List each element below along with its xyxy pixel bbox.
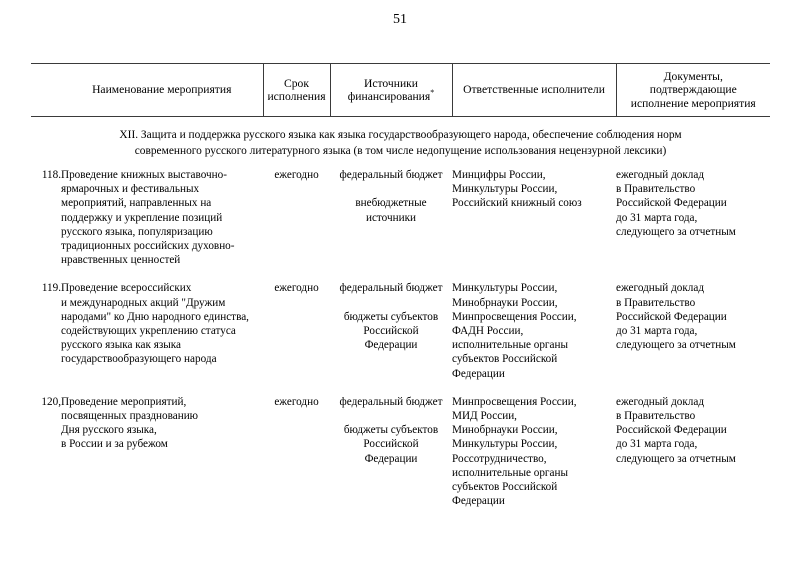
funding-source-line: Федерации: [364, 339, 418, 352]
funding-source-line: федеральный бюджет: [339, 282, 443, 295]
header-cell-documents: [616, 64, 770, 117]
document-line: ежегодный доклад: [616, 282, 705, 295]
row-gap: [31, 267, 770, 281]
measure-name-line: Проведение книжных выставочно-: [61, 169, 227, 181]
row-term: [263, 281, 330, 380]
responsible-line: Минкультуры России,: [452, 438, 558, 451]
responsible-line: Минкультуры России,: [452, 183, 558, 196]
header-documents-line2: подтверждающие: [649, 83, 737, 97]
document-line: до 31 марта года,: [616, 325, 698, 338]
row-number: 119.: [41, 282, 61, 295]
funding-source-line: Федерации: [364, 452, 418, 465]
header-documents-line3: исполнение мероприятия: [630, 96, 756, 110]
responsible-line: Минпросвещения России,: [452, 395, 577, 408]
header-cell-name: Наименование мероприятия: [61, 64, 263, 117]
section-title-line2: современного русского литературного языка (в том числе недопущение использования нецензурной лексики): [134, 144, 667, 157]
header-source-line2: [333, 90, 450, 104]
funding-source-line: федеральный бюджет: [339, 395, 443, 408]
measure-name-line: государствообразующего народа: [61, 353, 217, 366]
responsible-line: Минобрнауки России,: [452, 424, 558, 437]
document-line: следующего за отчетным: [616, 225, 736, 238]
measure-name-line: народами" ко Дню народного единства,: [61, 310, 249, 323]
source-group-gap: [330, 409, 452, 423]
table-row: [31, 168, 770, 267]
document-line: следующего за отчетным: [616, 452, 736, 465]
table-header-row: [31, 64, 770, 117]
measure-name-line: русского языка, популяризацию: [61, 225, 213, 238]
document-line: в Правительство: [616, 183, 696, 196]
row-gap-cell: [31, 267, 770, 281]
measure-name-line: русского языка как языка: [61, 339, 182, 352]
table-body: [31, 168, 770, 508]
document-line: ежегодный доклад: [616, 169, 705, 181]
funding-source-line: федеральный бюджет: [339, 169, 443, 181]
measure-name-line: Проведение мероприятий,: [61, 395, 187, 408]
responsible-line: Минпросвещения России,: [452, 310, 577, 323]
row-measure-name: [61, 395, 263, 509]
section-title-line1: XII. Защита и поддержка русского языка как языка государствообразующего народа, обеспечение соблюдения норм: [119, 129, 682, 141]
measure-name-line: содействующих укреплению статуса: [61, 325, 236, 338]
row-documents: [616, 281, 770, 380]
row-documents: [616, 395, 770, 509]
source-group-gap: [330, 182, 452, 196]
measure-name-line: Проведение всероссийских: [61, 282, 192, 295]
measures-table: [31, 63, 770, 508]
document-line: до 31 марта года,: [616, 438, 698, 451]
header-cell-term: [263, 64, 330, 117]
funding-source-line: бюджеты субъектов: [343, 424, 439, 437]
row-measure-name: [61, 168, 263, 267]
responsible-line: Минкультуры России,: [452, 282, 558, 295]
document-line: Российской Федерации: [616, 310, 727, 323]
document-line: в Правительство: [616, 410, 696, 423]
measure-name-line: в России и за рубежом: [61, 438, 168, 451]
responsible-line: Федерации: [452, 367, 505, 380]
row-number: 118.: [41, 169, 61, 181]
document-line: в Правительство: [616, 296, 696, 309]
responsible-line: ФАДН России,: [452, 325, 524, 338]
header-documents-line1: Документы,: [663, 69, 723, 83]
row-funding-sources: [330, 168, 452, 267]
section-title-row: [31, 117, 770, 169]
header-cell-number: [31, 64, 61, 117]
responsible-line: Федерации: [452, 495, 505, 508]
responsible-line: Россотрудничество,: [452, 452, 547, 465]
source-group-gap: [330, 296, 452, 310]
row-documents: [616, 168, 770, 267]
row-funding-sources: [330, 395, 452, 509]
responsible-line: субъектов Российской: [452, 353, 558, 366]
header-source-line1: Источники: [363, 76, 418, 90]
section-title-cell: [31, 117, 770, 169]
row-number: 120,: [41, 395, 61, 408]
funding-source-line: внебюджетные: [355, 197, 427, 210]
measure-name-line: посвященных празднованию: [61, 410, 199, 423]
funding-source-line: источники: [365, 211, 417, 224]
funding-source-line: бюджеты субъектов: [343, 310, 439, 323]
document-line: до 31 марта года,: [616, 211, 698, 224]
responsible-line: Минобрнауки России,: [452, 296, 558, 309]
responsible-line: Минцифры России,: [452, 169, 546, 181]
measure-name-line: ярмарочных и фестивальных: [61, 183, 200, 196]
measure-name-line: и международных акций "Дружим: [61, 296, 226, 309]
footnote-asterisk: *: [430, 88, 435, 98]
measure-name-line: поддержку и укрепление позиций: [61, 211, 223, 224]
measure-name-line: традиционных российских духовно-: [61, 240, 235, 253]
funding-source-line: Российской: [363, 438, 419, 451]
document-line: ежегодный доклад: [616, 395, 705, 408]
header-term-line1: Срок: [284, 76, 309, 90]
responsible-line: исполнительные органы: [452, 339, 568, 352]
measure-name-line: нравственных ценностей: [61, 254, 181, 267]
responsible-line: Российский книжный союз: [452, 197, 582, 210]
responsible-line: МИД России,: [452, 410, 517, 423]
table-row: [31, 281, 770, 380]
document-line: следующего за отчетным: [616, 339, 736, 352]
table-row: [31, 395, 770, 509]
measure-name-line: Дня русского языка,: [61, 424, 157, 437]
row-gap-cell: [31, 381, 770, 395]
row-term: [263, 168, 330, 267]
term-line: ежегодно: [274, 395, 319, 408]
row-responsible: [452, 395, 616, 509]
responsible-line: исполнительные органы: [452, 466, 568, 479]
row-responsible: [452, 168, 616, 267]
term-line: ежегодно: [274, 282, 319, 295]
header-term-line2: исполнения: [267, 90, 326, 103]
term-line: ежегодно: [274, 169, 319, 181]
header-cell-source: [330, 64, 452, 117]
funding-source-line: Российской: [363, 325, 419, 338]
document-line: Российской Федерации: [616, 424, 727, 437]
row-funding-sources: [330, 281, 452, 380]
document-line: Российской Федерации: [616, 197, 727, 210]
header-cell-responsible: Ответственные исполнители: [452, 64, 616, 117]
page-number: 51: [393, 12, 407, 27]
row-gap: [31, 381, 770, 395]
row-responsible: [452, 281, 616, 380]
responsible-line: субъектов Российской: [452, 481, 558, 494]
row-measure-name: [61, 281, 263, 380]
measure-name-line: мероприятий, направленных на: [61, 197, 212, 210]
header-source-text: финансирования: [347, 90, 431, 103]
row-term: [263, 395, 330, 509]
